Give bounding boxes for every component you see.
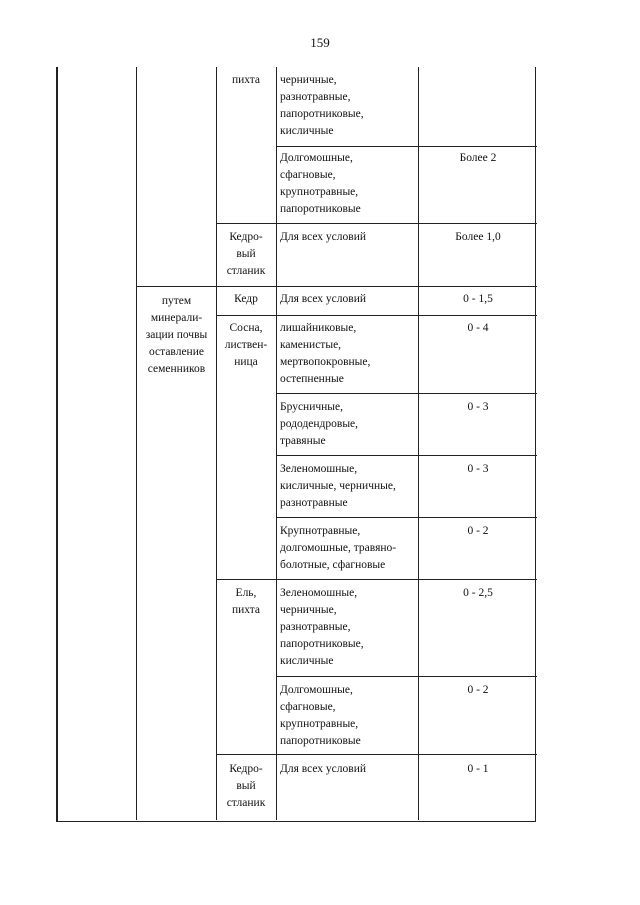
value-cell: 0 - 1	[467, 763, 489, 775]
conditions-cell: черничные, разнотравные, папоротниковые, кисличные	[280, 74, 364, 137]
column-divider-1	[136, 67, 137, 820]
species-cell: Кедро- вый стланик	[226, 231, 266, 277]
row-divider	[216, 579, 537, 580]
species-cell: Ель, пихта	[231, 587, 261, 616]
regeneration-table	[56, 67, 536, 822]
value-cell: 0 - 4	[467, 322, 489, 334]
conditions-cell: Для всех условий	[280, 293, 367, 305]
conditions-cell: лишайниковые, каменистые, мертвопокровные, остепненные	[280, 322, 371, 385]
column-divider-2	[216, 67, 217, 820]
value-cell: 0 - 1,5	[463, 293, 493, 305]
conditions-cell: Зеленомошные, кисличные, черничные, разнотравные	[280, 463, 396, 509]
row-divider	[216, 315, 537, 316]
species-cell: пихта	[231, 74, 261, 86]
species-cell: Сосна, листвен- ница	[224, 322, 268, 368]
row-divider	[276, 455, 537, 456]
row-divider	[276, 146, 537, 147]
value-cell: 0 - 3	[467, 401, 489, 413]
species-cell: Кедр	[234, 293, 258, 305]
conditions-cell: Зеленомошные, черничные, разнотравные, папоротниковые, кисличные	[280, 587, 364, 667]
row-divider	[276, 676, 537, 677]
value-cell: Более 1,0	[455, 231, 501, 243]
conditions-cell: Брусничные, рододендровые, травяные	[280, 401, 359, 447]
method-cell: путем минерали- зации почвы оставление семенников	[145, 295, 208, 375]
conditions-cell: Долгомошные, сфагновые, крупнотравные, папоротниковые	[280, 684, 361, 747]
conditions-cell: Крупнотравные, долгомошные, травяно- болотные, сфагновые	[280, 525, 397, 571]
value-cell: 0 - 3	[467, 463, 489, 475]
conditions-cell: Для всех условий	[280, 763, 367, 775]
row-divider	[136, 286, 537, 287]
value-cell: 0 - 2	[467, 684, 489, 696]
column-divider-4	[418, 67, 419, 820]
row-divider	[276, 517, 537, 518]
conditions-cell: Долгомошные, сфагновые, крупнотравные, папоротниковые	[280, 152, 361, 215]
row-divider	[216, 223, 537, 224]
page-number: 159	[310, 35, 330, 50]
value-cell: 0 - 2	[467, 525, 489, 537]
column-divider-3	[276, 67, 277, 820]
row-divider	[216, 754, 537, 755]
row-divider	[276, 393, 537, 394]
species-cell: Кедро- вый стланик	[226, 763, 266, 809]
value-cell: 0 - 2,5	[463, 587, 493, 599]
conditions-cell: Для всех условий	[280, 231, 367, 243]
value-cell: Более 2	[459, 152, 497, 164]
